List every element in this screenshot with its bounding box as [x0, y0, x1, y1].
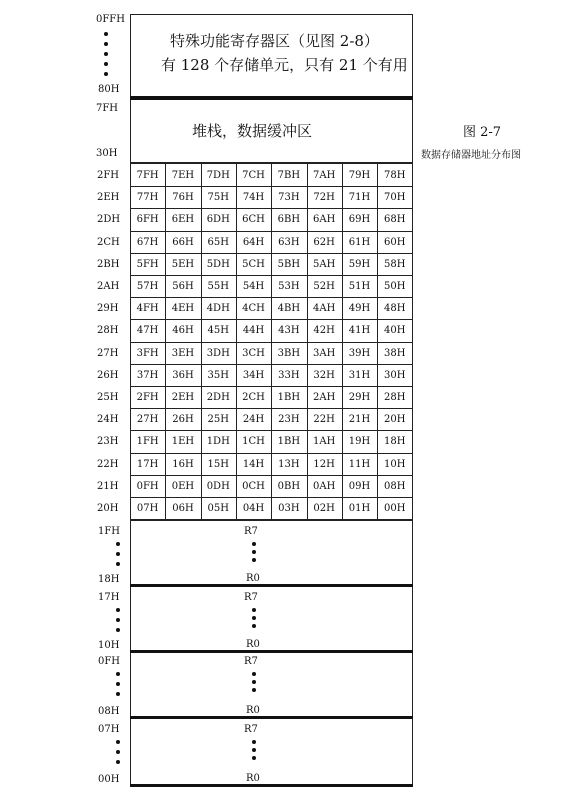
bit-cell: 5DH — [206, 258, 230, 270]
ellipsis-dot — [252, 550, 256, 554]
bit-row-address: 27H — [97, 347, 119, 359]
bit-cell: 03H — [278, 503, 300, 514]
bit-cell: 5FH — [136, 258, 159, 270]
bit-cell: 3CH — [242, 347, 265, 359]
bit-cell: 4BH — [277, 303, 301, 315]
bit-cell: 12H — [313, 458, 335, 470]
bit-cell: 01H — [348, 503, 371, 514]
ellipsis-dot — [252, 756, 256, 760]
bit-cell: 41H — [348, 325, 371, 337]
bit-cell: 5EH — [171, 258, 195, 270]
bit-cell: 2FH — [136, 392, 159, 403]
bit-cell: 57H — [136, 281, 159, 292]
bank-divider — [130, 650, 413, 653]
bit-cell: 20H — [384, 414, 406, 426]
ellipsis-dot — [116, 682, 120, 686]
bit-cell: 5BH — [277, 258, 301, 270]
bit-cell: 4AH — [312, 303, 336, 315]
ellipsis-dot — [116, 692, 120, 696]
bit-cell: 69H — [348, 214, 371, 226]
bit-cell: 10H — [384, 458, 406, 470]
bit-cell: 62H — [313, 236, 335, 248]
bit-cell: 36H — [172, 369, 194, 381]
bit-row-address: 2CH — [97, 236, 120, 248]
bit-cell: 66H — [172, 236, 194, 248]
bit-cell: 02H — [313, 503, 335, 514]
ellipsis-dot — [252, 672, 256, 676]
bit-cell: 4FH — [136, 303, 159, 315]
ellipsis-dot — [104, 32, 108, 36]
bit-cell: 56H — [172, 281, 194, 292]
ellipsis-dot — [252, 748, 256, 752]
register-r7-label: R7 — [244, 724, 258, 735]
ellipsis-dot — [104, 72, 108, 76]
bit-cell: 3EH — [171, 347, 195, 359]
bit-cell: 29H — [348, 392, 371, 403]
bit-cell: 1DH — [206, 436, 230, 448]
bit-cell: 71H — [348, 192, 371, 204]
ellipsis-dot — [116, 618, 120, 622]
ellipsis-dot — [252, 558, 256, 562]
bank-divider — [130, 584, 413, 587]
ellipsis-dot — [104, 52, 108, 56]
register-r7-label: R7 — [244, 592, 258, 603]
bit-cell: 44H — [242, 325, 265, 337]
bit-cell: 50H — [384, 281, 406, 292]
bit-cell: 4EH — [171, 303, 195, 315]
bit-cell: 40H — [384, 325, 406, 337]
bit-cell: 7EH — [171, 170, 195, 181]
bit-cell: 63H — [278, 236, 300, 248]
bit-cell: 32H — [313, 369, 335, 381]
bit-cell: 2EH — [171, 392, 195, 403]
grid-column-line — [307, 164, 308, 519]
bit-cell: 16H — [172, 458, 194, 470]
bit-cell: 35H — [207, 369, 229, 381]
sfr-divider — [130, 96, 413, 100]
ellipsis-dot — [252, 616, 256, 620]
register-r0-label: R0 — [246, 773, 260, 784]
bit-cell: 76H — [172, 192, 194, 204]
bank-address-top: 1FH — [98, 526, 121, 537]
bit-cell: 0FH — [136, 480, 159, 492]
bit-cell: 33H — [278, 369, 300, 381]
bit-cell: 15H — [207, 458, 229, 470]
bit-cell: 3BH — [277, 347, 301, 359]
bit-cell: 7FH — [136, 170, 159, 181]
bit-cell: 38H — [384, 347, 406, 359]
bit-row-address: 24H — [97, 414, 119, 426]
grid-column-line — [165, 164, 166, 519]
stack-addr-top: 7FH — [96, 103, 119, 114]
bit-row-address: 2BH — [97, 258, 120, 270]
bit-row-address: 25H — [97, 392, 119, 403]
bit-cell: 6EH — [171, 214, 195, 226]
bit-cell: 59H — [348, 258, 371, 270]
bit-cell: 70H — [384, 192, 406, 204]
ellipsis-dot — [252, 608, 256, 612]
ellipsis-dot — [116, 552, 120, 556]
bit-cell: 49H — [348, 303, 371, 315]
bit-cell: 27H — [136, 414, 159, 426]
bit-cell: 64H — [242, 236, 265, 248]
bit-cell: 54H — [242, 281, 265, 292]
bit-cell: 06H — [172, 503, 194, 514]
bit-cell: 53H — [278, 281, 300, 292]
bit-cell: 4DH — [206, 303, 230, 315]
bit-cell: 30H — [384, 369, 406, 381]
bank-address-top: 07H — [98, 724, 120, 735]
bit-cell: 1CH — [242, 436, 265, 448]
bit-cell: 0AH — [312, 480, 336, 492]
bank-address-bottom: 18H — [98, 574, 120, 585]
bit-cell: 0CH — [242, 480, 265, 492]
bit-cell: 3AH — [312, 347, 336, 359]
bit-cell: 48H — [384, 303, 406, 315]
bit-cell: 5AH — [312, 258, 336, 270]
bit-cell: 2AH — [312, 392, 336, 403]
ellipsis-dot — [252, 680, 256, 684]
bit-cell: 19H — [348, 436, 371, 448]
bit-cell: 21H — [348, 414, 371, 426]
ellipsis-dot — [104, 62, 108, 66]
ellipsis-dot — [116, 740, 120, 744]
sfr-description: 有 128 个存储单元，只有 21 个有用 — [161, 56, 408, 74]
bit-cell: 55H — [207, 281, 229, 292]
register-r7-label: R7 — [244, 526, 258, 537]
bit-cell: 1EH — [171, 436, 195, 448]
bit-cell: 75H — [207, 192, 229, 204]
bit-cell: 51H — [348, 281, 371, 292]
bit-cell: 5CH — [242, 258, 265, 270]
bit-row-address: 2DH — [97, 214, 121, 226]
bit-cell: 6CH — [242, 214, 265, 226]
stack-title: 堆栈，数据缓冲区 — [192, 122, 313, 140]
bit-cell: 68H — [384, 214, 406, 226]
figure-number: 图 2-7 — [463, 125, 502, 140]
bit-row-address: 23H — [97, 436, 119, 448]
bit-cell: 1AH — [312, 436, 336, 448]
bit-row-address: 20H — [97, 503, 119, 514]
bit-row-address: 22H — [97, 458, 119, 470]
grid-column-line — [236, 164, 237, 519]
bit-cell: 3DH — [206, 347, 230, 359]
ellipsis-dot — [116, 672, 120, 676]
bit-cell: 22H — [313, 414, 335, 426]
register-r0-label: R0 — [246, 639, 260, 650]
grid-column-line — [342, 164, 343, 519]
bank-address-top: 17H — [98, 592, 120, 603]
grid-column-line — [377, 164, 378, 519]
bit-cell: 1FH — [136, 436, 159, 448]
bit-cell: 52H — [313, 281, 335, 292]
figure-caption: 数据存储器地址分布图 — [421, 150, 521, 161]
bit-row-address: 2EH — [97, 192, 120, 204]
bit-cell: 1BH — [277, 436, 301, 448]
bank-address-bottom: 10H — [98, 640, 120, 651]
ellipsis-dot — [116, 542, 120, 546]
bit-cell: 7BH — [277, 170, 301, 181]
bit-cell: 79H — [348, 170, 371, 181]
bit-cell: 45H — [207, 325, 229, 337]
bit-cell: 78H — [384, 170, 406, 181]
ellipsis-dot — [252, 740, 256, 744]
stack-addr-bottom: 30H — [96, 148, 118, 159]
bank-address-bottom: 00H — [98, 774, 120, 785]
ellipsis-dot — [252, 542, 256, 546]
bit-row-address: 21H — [97, 480, 119, 492]
bit-cell: 3FH — [136, 347, 159, 359]
bit-cell: 2DH — [206, 392, 230, 403]
bit-area-bottom — [130, 519, 413, 521]
bit-cell: 6BH — [277, 214, 301, 226]
bit-cell: 34H — [242, 369, 265, 381]
bit-cell: 00H — [384, 503, 406, 514]
bank-divider — [130, 784, 413, 787]
ellipsis-dot — [116, 608, 120, 612]
bit-cell: 77H — [136, 192, 159, 204]
ellipsis-dot — [116, 750, 120, 754]
bit-cell: 31H — [348, 369, 371, 381]
bit-cell: 65H — [207, 236, 229, 248]
sfr-addr-bottom: 80H — [98, 84, 120, 95]
register-r0-label: R0 — [246, 573, 260, 584]
bit-cell: 08H — [384, 480, 406, 492]
bit-cell: 04H — [242, 503, 265, 514]
bank-divider — [130, 716, 413, 719]
bit-cell: 74H — [242, 192, 265, 204]
bit-cell: 11H — [348, 458, 371, 470]
bit-cell: 7DH — [206, 170, 230, 181]
bit-cell: 17H — [136, 458, 159, 470]
bit-cell: 73H — [278, 192, 300, 204]
bit-row-address: 2FH — [97, 170, 120, 181]
bit-cell: 13H — [278, 458, 300, 470]
ellipsis-dot — [252, 624, 256, 628]
bit-cell: 61H — [348, 236, 371, 248]
bit-cell: 6AH — [312, 214, 336, 226]
bit-cell: 0DH — [206, 480, 230, 492]
bit-row-address: 29H — [97, 303, 119, 315]
bank-address-top: 0FH — [98, 656, 121, 667]
grid-column-line — [271, 164, 272, 519]
bit-row-address: 28H — [97, 325, 119, 337]
bit-cell: 07H — [136, 503, 159, 514]
ellipsis-dot — [252, 688, 256, 692]
bit-cell: 7CH — [242, 170, 265, 181]
ellipsis-dot — [116, 562, 120, 566]
bit-cell: 58H — [384, 258, 406, 270]
bit-cell: 28H — [384, 392, 406, 403]
bit-cell: 26H — [172, 414, 194, 426]
bit-cell: 24H — [242, 414, 265, 426]
ellipsis-dot — [116, 628, 120, 632]
bit-row-address: 2AH — [97, 281, 120, 292]
register-r0-label: R0 — [246, 705, 260, 716]
bank-address-bottom: 08H — [98, 706, 120, 717]
bit-cell: 23H — [278, 414, 300, 426]
bit-row-address: 26H — [97, 369, 119, 381]
grid-column-line — [201, 164, 202, 519]
bit-cell: 47H — [136, 325, 159, 337]
bit-cell: 37H — [136, 369, 159, 381]
bit-cell: 6FH — [136, 214, 159, 226]
bit-cell: 43H — [278, 325, 300, 337]
bit-cell: 25H — [207, 414, 229, 426]
ellipsis-dot — [116, 760, 120, 764]
bit-cell: 05H — [207, 503, 229, 514]
bit-cell: 18H — [384, 436, 406, 448]
bit-cell: 46H — [172, 325, 194, 337]
sfr-title: 特殊功能寄存器区（见图 2-8） — [170, 32, 379, 50]
bit-cell: 7AH — [312, 170, 336, 181]
top-border — [130, 14, 413, 15]
bit-cell: 39H — [348, 347, 371, 359]
bit-cell: 0EH — [171, 480, 195, 492]
register-r7-label: R7 — [244, 656, 258, 667]
bit-cell: 1BH — [277, 392, 301, 403]
bit-cell: 72H — [313, 192, 335, 204]
bit-cell: 4CH — [242, 303, 265, 315]
bit-cell: 42H — [313, 325, 335, 337]
sfr-addr-top: 0FFH — [96, 14, 125, 25]
ellipsis-dot — [104, 42, 108, 46]
bit-cell: 0BH — [277, 480, 301, 492]
bit-cell: 2CH — [242, 392, 265, 403]
bit-cell: 6DH — [206, 214, 230, 226]
bit-cell: 09H — [348, 480, 371, 492]
bit-cell: 60H — [384, 236, 406, 248]
bit-cell: 67H — [136, 236, 159, 248]
bit-cell: 14H — [242, 458, 265, 470]
